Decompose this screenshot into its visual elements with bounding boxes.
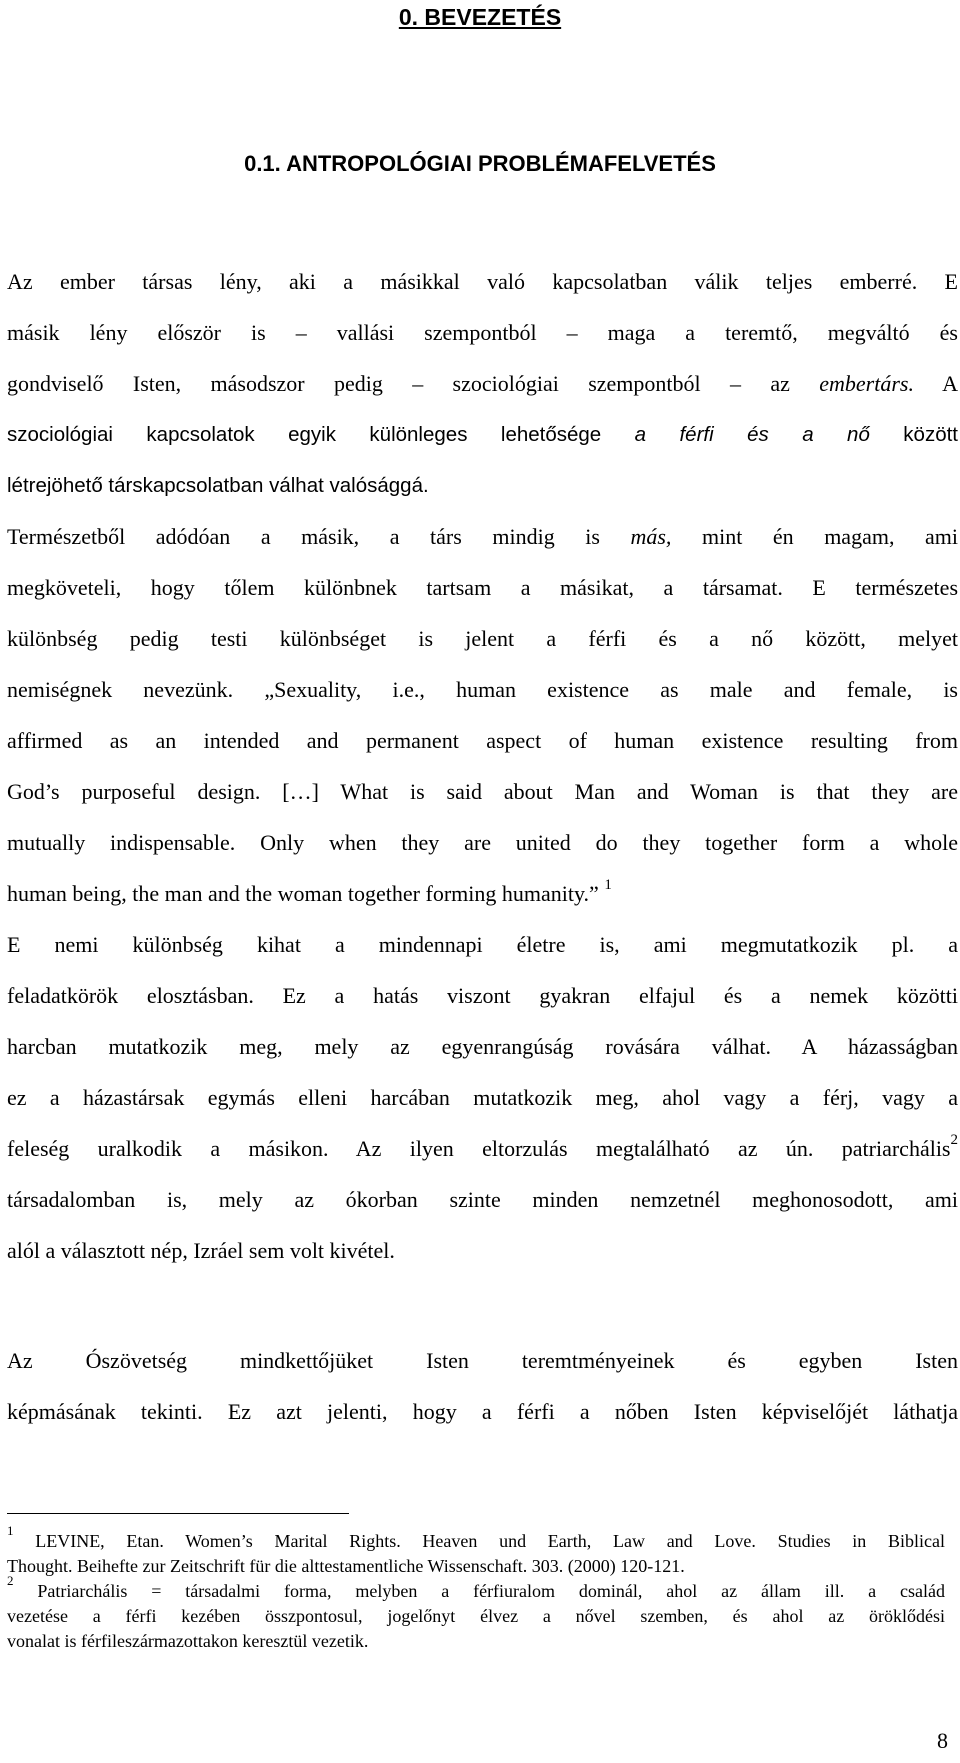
text-run: feleség uralkodik a másikon. Az ilyen eltorzulás megtalálható az ún. patriarchális (7, 1136, 951, 1161)
text-line: alól a választott nép, Izráel sem volt kivétel. (7, 1238, 395, 1263)
text-run: Természetből adódóan a másik, a társ mindig is (7, 524, 631, 549)
text-run: között (869, 423, 958, 446)
emphasis-mas: más, (630, 524, 672, 549)
footnote-line: vonalat is férfileszármazottakon keresztül vezetik. (7, 1631, 369, 1651)
text-line (7, 1123, 958, 1174)
page-number: 8 (937, 1728, 948, 1753)
paragraph-1 (7, 256, 958, 1276)
footnote-ref-1: 1 (604, 876, 612, 893)
text-line: képmásának tekinti. Ez azt jelenti, hogy a férfi a nőben Isten képviselőjét láthatja (7, 1399, 958, 1424)
footnote-ref-2: 2 (950, 1131, 958, 1148)
text-line: társadalomban is, mely az ókorban szinte minden nemzetnél meghonosodott, ami (7, 1187, 958, 1212)
text-line: nemiségnek nevezünk. „Sexuality, i.e., human existence as male and female, is (7, 677, 958, 702)
text-line: God’s purposeful design. […] What is said about Man and Woman is that they are (7, 779, 958, 804)
text-line (7, 409, 958, 460)
section-title: 0.1. ANTROPOLÓGIAI PROBLÉMAFELVETÉS (244, 151, 716, 176)
text-line: affirmed as an intended and permanent aspect of human existence resulting from (7, 728, 958, 753)
text-line: E nemi különbség kihat a mindennapi életre is, ami megmutatkozik pl. a (7, 932, 958, 957)
text-line: Az Ószövetség mindkettőjüket Isten teremtményeinek és egyben Isten (7, 1348, 958, 1373)
text-line: feladatkörök elosztásban. Ez a hatás viszont gyakran elfajul és a nemek közötti (7, 983, 958, 1008)
footnote-line: Thought. Beihefte zur Zeitschrift für die alttestamentliche Wissenschaft. 303. (2000) 120-121. (7, 1556, 685, 1576)
text-line (7, 358, 958, 409)
footnote-separator (7, 1513, 349, 1514)
footnote-1 (7, 1523, 945, 1554)
text-line: Az ember társas lény, aki a másikkal való kapcsolatban válik teljes emberré. E (7, 269, 958, 294)
text-line: másik lény először is – vallási szempontból – maga a teremtő, megváltó és (7, 320, 958, 345)
text-line: ez a házastársak egymás elleni harcában mutatkozik meg, ahol vagy a férj, vagy a (7, 1085, 958, 1110)
footnote-text: LEVINE, Etan. Women’s Marital Rights. Heaven und Earth, Law and Love. Studies in Biblical (13, 1531, 945, 1551)
text-line: megköveteli, hogy tőlem különbnek tartsam a másikat, a társamat. E természetes (7, 575, 958, 600)
footnote-2 (7, 1573, 945, 1604)
text-line: harcban mutatkozik meg, mely az egyenrangúság rovására válhat. A házasságban (7, 1034, 958, 1059)
text-run: gondviselő Isten, másodszor pedig – szociológiai szempontból – az (7, 371, 820, 396)
text-line: mutually indispensable. Only when they are united do they together form a whole (7, 830, 958, 855)
text-line: létrejöhető társkapcsolatban válhat valósággá. (7, 474, 429, 497)
footnote-number: 1 (7, 1523, 14, 1538)
paragraph-2 (7, 1335, 958, 1437)
text-run: mint én magam, ami (671, 524, 958, 549)
chapter-title: 0. BEVEZETÉS (398, 4, 562, 30)
emphasis-embertars: embertárs. (819, 371, 914, 396)
text-run: szociológiai kapcsolatok egyik különleges lehetősége (7, 423, 635, 446)
footnote-number: 2 (7, 1573, 14, 1588)
emphasis-ferfi-es-no: a férfi és a nő (634, 423, 870, 446)
text-line (7, 511, 958, 562)
text-line: különbség pedig testi különbséget is jelent a férfi és a nő között, melyet (7, 626, 958, 651)
text-line (7, 868, 958, 919)
footnote-text: Patriarchális = társadalmi forma, melyben a férfiuralom dominál, ahol az állam ill. a család (13, 1581, 945, 1601)
footnotes (7, 1523, 945, 1654)
text-run: A (913, 371, 958, 396)
footnote-line: vezetése a férfi kezében összpontosul, jogelőnyt élvez a nővel szemben, és ahol az öröklődési (7, 1606, 945, 1626)
text-run: human being, the man and the woman together forming humanity.” (7, 881, 605, 906)
